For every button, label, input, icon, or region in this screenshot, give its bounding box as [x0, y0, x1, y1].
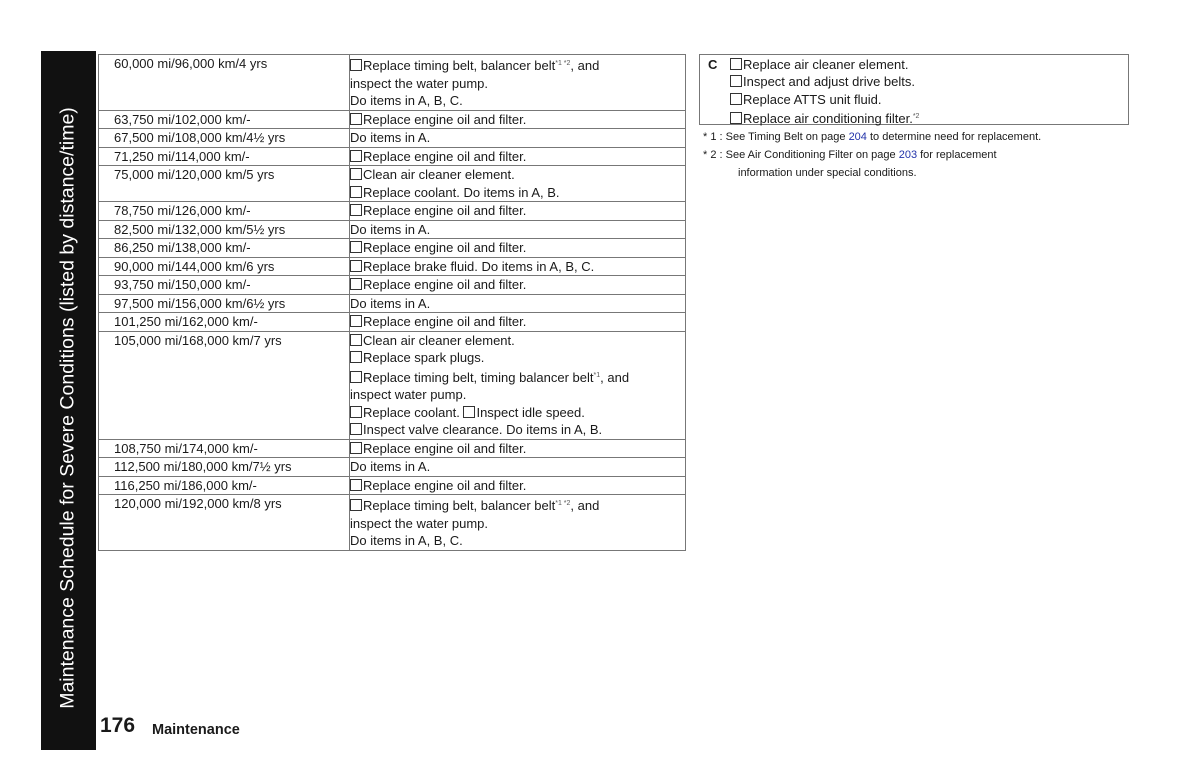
service-line: [350, 166, 685, 184]
service-cell: [350, 476, 686, 495]
service-text: Replace engine oil and filter.: [363, 440, 527, 456]
footnote: [703, 128, 1041, 146]
item-group-line: [730, 91, 919, 108]
item-group-letter: C: [708, 57, 718, 72]
table-row: [99, 129, 686, 148]
service-cell: [350, 495, 686, 551]
table-row: [99, 313, 686, 332]
service-line: [350, 92, 685, 110]
table-row: [99, 239, 686, 258]
side-tab-title: Maintenance Schedule for Severe Conditions (listed by distance/time): [56, 107, 79, 709]
service-cell: [350, 439, 686, 458]
item-group-text: Replace ATTS unit fluid.: [743, 91, 882, 107]
maintenance-schedule-table: [98, 54, 686, 551]
service-text: Replace spark plugs.: [363, 350, 485, 365]
service-line: [350, 332, 685, 350]
checkbox-icon: [350, 278, 362, 290]
service-line: [350, 515, 685, 533]
service-text: Replace coolant. Do items in A, B.: [363, 184, 560, 200]
service-cell: [350, 276, 686, 295]
interval-cell: 97,500 mi/156,000 km/6½ yrs: [99, 294, 350, 313]
service-text: inspect the water pump.: [350, 515, 489, 531]
interval-cell: 101,250 mi/162,000 km/-: [99, 313, 350, 332]
service-line: [350, 386, 685, 404]
interval-cell: 112,500 mi/180,000 km/7½ yrs: [99, 458, 350, 477]
table-row: [99, 458, 686, 477]
footnote: [703, 146, 1041, 164]
checkbox-icon: [730, 112, 742, 124]
item-group-line: [730, 73, 919, 90]
service-text: Replace coolant.: [363, 404, 464, 420]
table-row: [99, 257, 686, 276]
service-text: inspect the water pump.: [350, 75, 489, 91]
service-cell: [350, 257, 686, 276]
footnote-page-ref: 203: [898, 149, 918, 161]
service-cell: [350, 129, 686, 148]
service-line: [350, 258, 685, 276]
checkbox-icon: [350, 334, 362, 346]
service-line: [350, 532, 685, 550]
footnote-text: for replacement: [917, 149, 997, 161]
table-row: [99, 220, 686, 239]
service-text-tail: , and: [570, 58, 600, 73]
service-cell: [350, 294, 686, 313]
service-text: Do items in A.: [350, 295, 431, 311]
footnote-marker: * 2: [703, 149, 717, 161]
service-line: [350, 276, 685, 294]
table-row: [99, 439, 686, 458]
service-cell: [350, 55, 686, 111]
interval-cell: 86,250 mi/138,000 km/-: [99, 239, 350, 258]
table-row: [99, 276, 686, 295]
service-cell: [350, 239, 686, 258]
service-line: [350, 75, 685, 93]
table-row: [99, 147, 686, 166]
interval-cell: 82,500 mi/132,000 km/5½ yrs: [99, 220, 350, 239]
footnote-text: to determine need for replacement.: [866, 131, 1042, 143]
item-group-c-box: [699, 54, 1129, 125]
interval-cell: 105,000 mi/168,000 km/7 yrs: [99, 331, 350, 439]
service-text: Do items in A, B, C.: [350, 533, 463, 548]
service-cell: [350, 220, 686, 239]
service-text: Inspect idle speed.: [476, 404, 585, 420]
footnote-ref: *1 *2: [555, 500, 571, 507]
service-line: [350, 184, 685, 202]
service-text: Do items in A.: [350, 459, 431, 474]
checkbox-icon: [350, 423, 362, 435]
service-text: Replace engine oil and filter.: [363, 477, 527, 493]
interval-cell: 75,000 mi/120,000 km/5 yrs: [99, 166, 350, 202]
interval-cell: 60,000 mi/96,000 km/4 yrs: [99, 55, 350, 111]
service-text-tail: , and: [570, 498, 600, 513]
service-line: [350, 477, 685, 495]
checkbox-icon: [350, 168, 362, 180]
service-text: Replace engine oil and filter.: [363, 148, 527, 164]
service-line: [350, 313, 685, 331]
service-line: [350, 111, 685, 129]
table-row: [99, 202, 686, 221]
service-text: Replace brake fluid. Do items in A, B, C.: [363, 258, 595, 274]
item-group-text: Inspect and adjust drive belts.: [743, 74, 915, 90]
service-cell: [350, 458, 686, 477]
service-text: Do items in A.: [350, 221, 431, 237]
footnote-marker: * 1: [703, 131, 717, 143]
page-number: 176: [100, 714, 136, 737]
service-text: Replace timing belt, balancer belt: [363, 58, 556, 73]
service-line: [350, 458, 685, 476]
footnote-ref: *1: [593, 371, 601, 379]
service-cell: [350, 331, 686, 439]
service-line: [350, 495, 685, 515]
checkbox-icon: [350, 260, 362, 272]
checkbox-icon: [350, 351, 362, 363]
checkbox-icon: [350, 371, 362, 383]
footnotes: [703, 128, 1041, 182]
service-text: Replace engine oil and filter.: [363, 111, 527, 127]
service-line: [350, 367, 685, 387]
item-group-text: Replace air cleaner element.: [743, 57, 909, 72]
checkbox-icon: [350, 113, 362, 125]
item-group-c-list: [730, 56, 919, 127]
footnote-continuation: information under special conditions.: [738, 167, 917, 179]
interval-cell: 67,500 mi/108,000 km/4½ yrs: [99, 129, 350, 148]
table-row: [99, 476, 686, 495]
service-line: [350, 349, 685, 367]
service-line: [350, 221, 685, 239]
service-text: Clean air cleaner element.: [363, 167, 515, 182]
service-line: [350, 440, 685, 458]
service-cell: [350, 147, 686, 166]
item-group-line: [730, 108, 919, 127]
service-line: [350, 202, 685, 220]
service-cell: [350, 313, 686, 332]
service-line: [350, 129, 685, 147]
interval-cell: 90,000 mi/144,000 km/6 yrs: [99, 257, 350, 276]
service-text: Replace engine oil and filter.: [363, 277, 527, 292]
checkbox-icon: [350, 186, 362, 198]
checkbox-icon: [350, 479, 362, 491]
service-text: Inspect valve clearance. Do items in A, B.: [363, 422, 603, 437]
table-row: [99, 110, 686, 129]
footnote-ref: *2: [912, 112, 920, 120]
service-line: [350, 421, 685, 439]
service-line: [350, 404, 685, 422]
checkbox-icon: [350, 150, 362, 162]
checkbox-icon: [350, 204, 362, 216]
table-row: [99, 495, 686, 551]
footnote-ref: *1 *2: [555, 60, 571, 67]
interval-cell: 108,750 mi/174,000 km/-: [99, 439, 350, 458]
table-row: [99, 166, 686, 202]
checkbox-icon: [350, 241, 362, 253]
service-cell: [350, 110, 686, 129]
checkbox-icon: [350, 499, 362, 511]
checkbox-icon: [730, 75, 742, 87]
interval-cell: 93,750 mi/150,000 km/-: [99, 276, 350, 295]
interval-cell: 120,000 mi/192,000 km/8 yrs: [99, 495, 350, 551]
footnote-text: : See Air Conditioning Filter on page: [719, 149, 899, 161]
table-row: [99, 55, 686, 111]
service-text: Clean air cleaner element.: [363, 332, 515, 348]
section-name: Maintenance: [152, 722, 240, 738]
checkbox-icon: [730, 58, 742, 70]
interval-cell: 71,250 mi/114,000 km/-: [99, 147, 350, 166]
checkbox-icon: [350, 406, 362, 418]
checkbox-icon: [463, 406, 475, 418]
service-line: [350, 295, 685, 313]
service-line: [350, 239, 685, 257]
service-text: inspect water pump.: [350, 387, 467, 402]
checkbox-icon: [350, 59, 362, 71]
table-row: [99, 331, 686, 439]
checkbox-icon: [350, 442, 362, 454]
item-group-line: [730, 56, 919, 73]
service-text: Replace engine oil and filter.: [363, 314, 527, 329]
service-text: Replace timing belt, timing balancer belt: [363, 369, 594, 385]
footnote-text: : See Timing Belt on page: [719, 131, 849, 143]
interval-cell: 63,750 mi/102,000 km/-: [99, 110, 350, 129]
interval-cell: 78,750 mi/126,000 km/-: [99, 202, 350, 221]
checkbox-icon: [730, 93, 742, 105]
service-line: [350, 148, 685, 166]
checkbox-icon: [350, 315, 362, 327]
service-text: Replace engine oil and filter.: [363, 240, 527, 255]
service-cell: [350, 202, 686, 221]
service-text: Do items in A.: [350, 130, 431, 145]
service-cell: [350, 166, 686, 202]
service-text: Replace engine oil and filter.: [363, 203, 527, 218]
table-row: [99, 294, 686, 313]
footnote-page-ref: 204: [848, 131, 867, 143]
interval-cell: 116,250 mi/186,000 km/-: [99, 476, 350, 495]
service-text: Replace timing belt, balancer belt: [363, 498, 556, 513]
service-line: [350, 55, 685, 75]
service-text: Do items in A, B, C.: [350, 93, 463, 108]
item-group-text: Replace air conditioning filter.: [743, 110, 913, 126]
service-text-tail: , and: [600, 369, 630, 385]
